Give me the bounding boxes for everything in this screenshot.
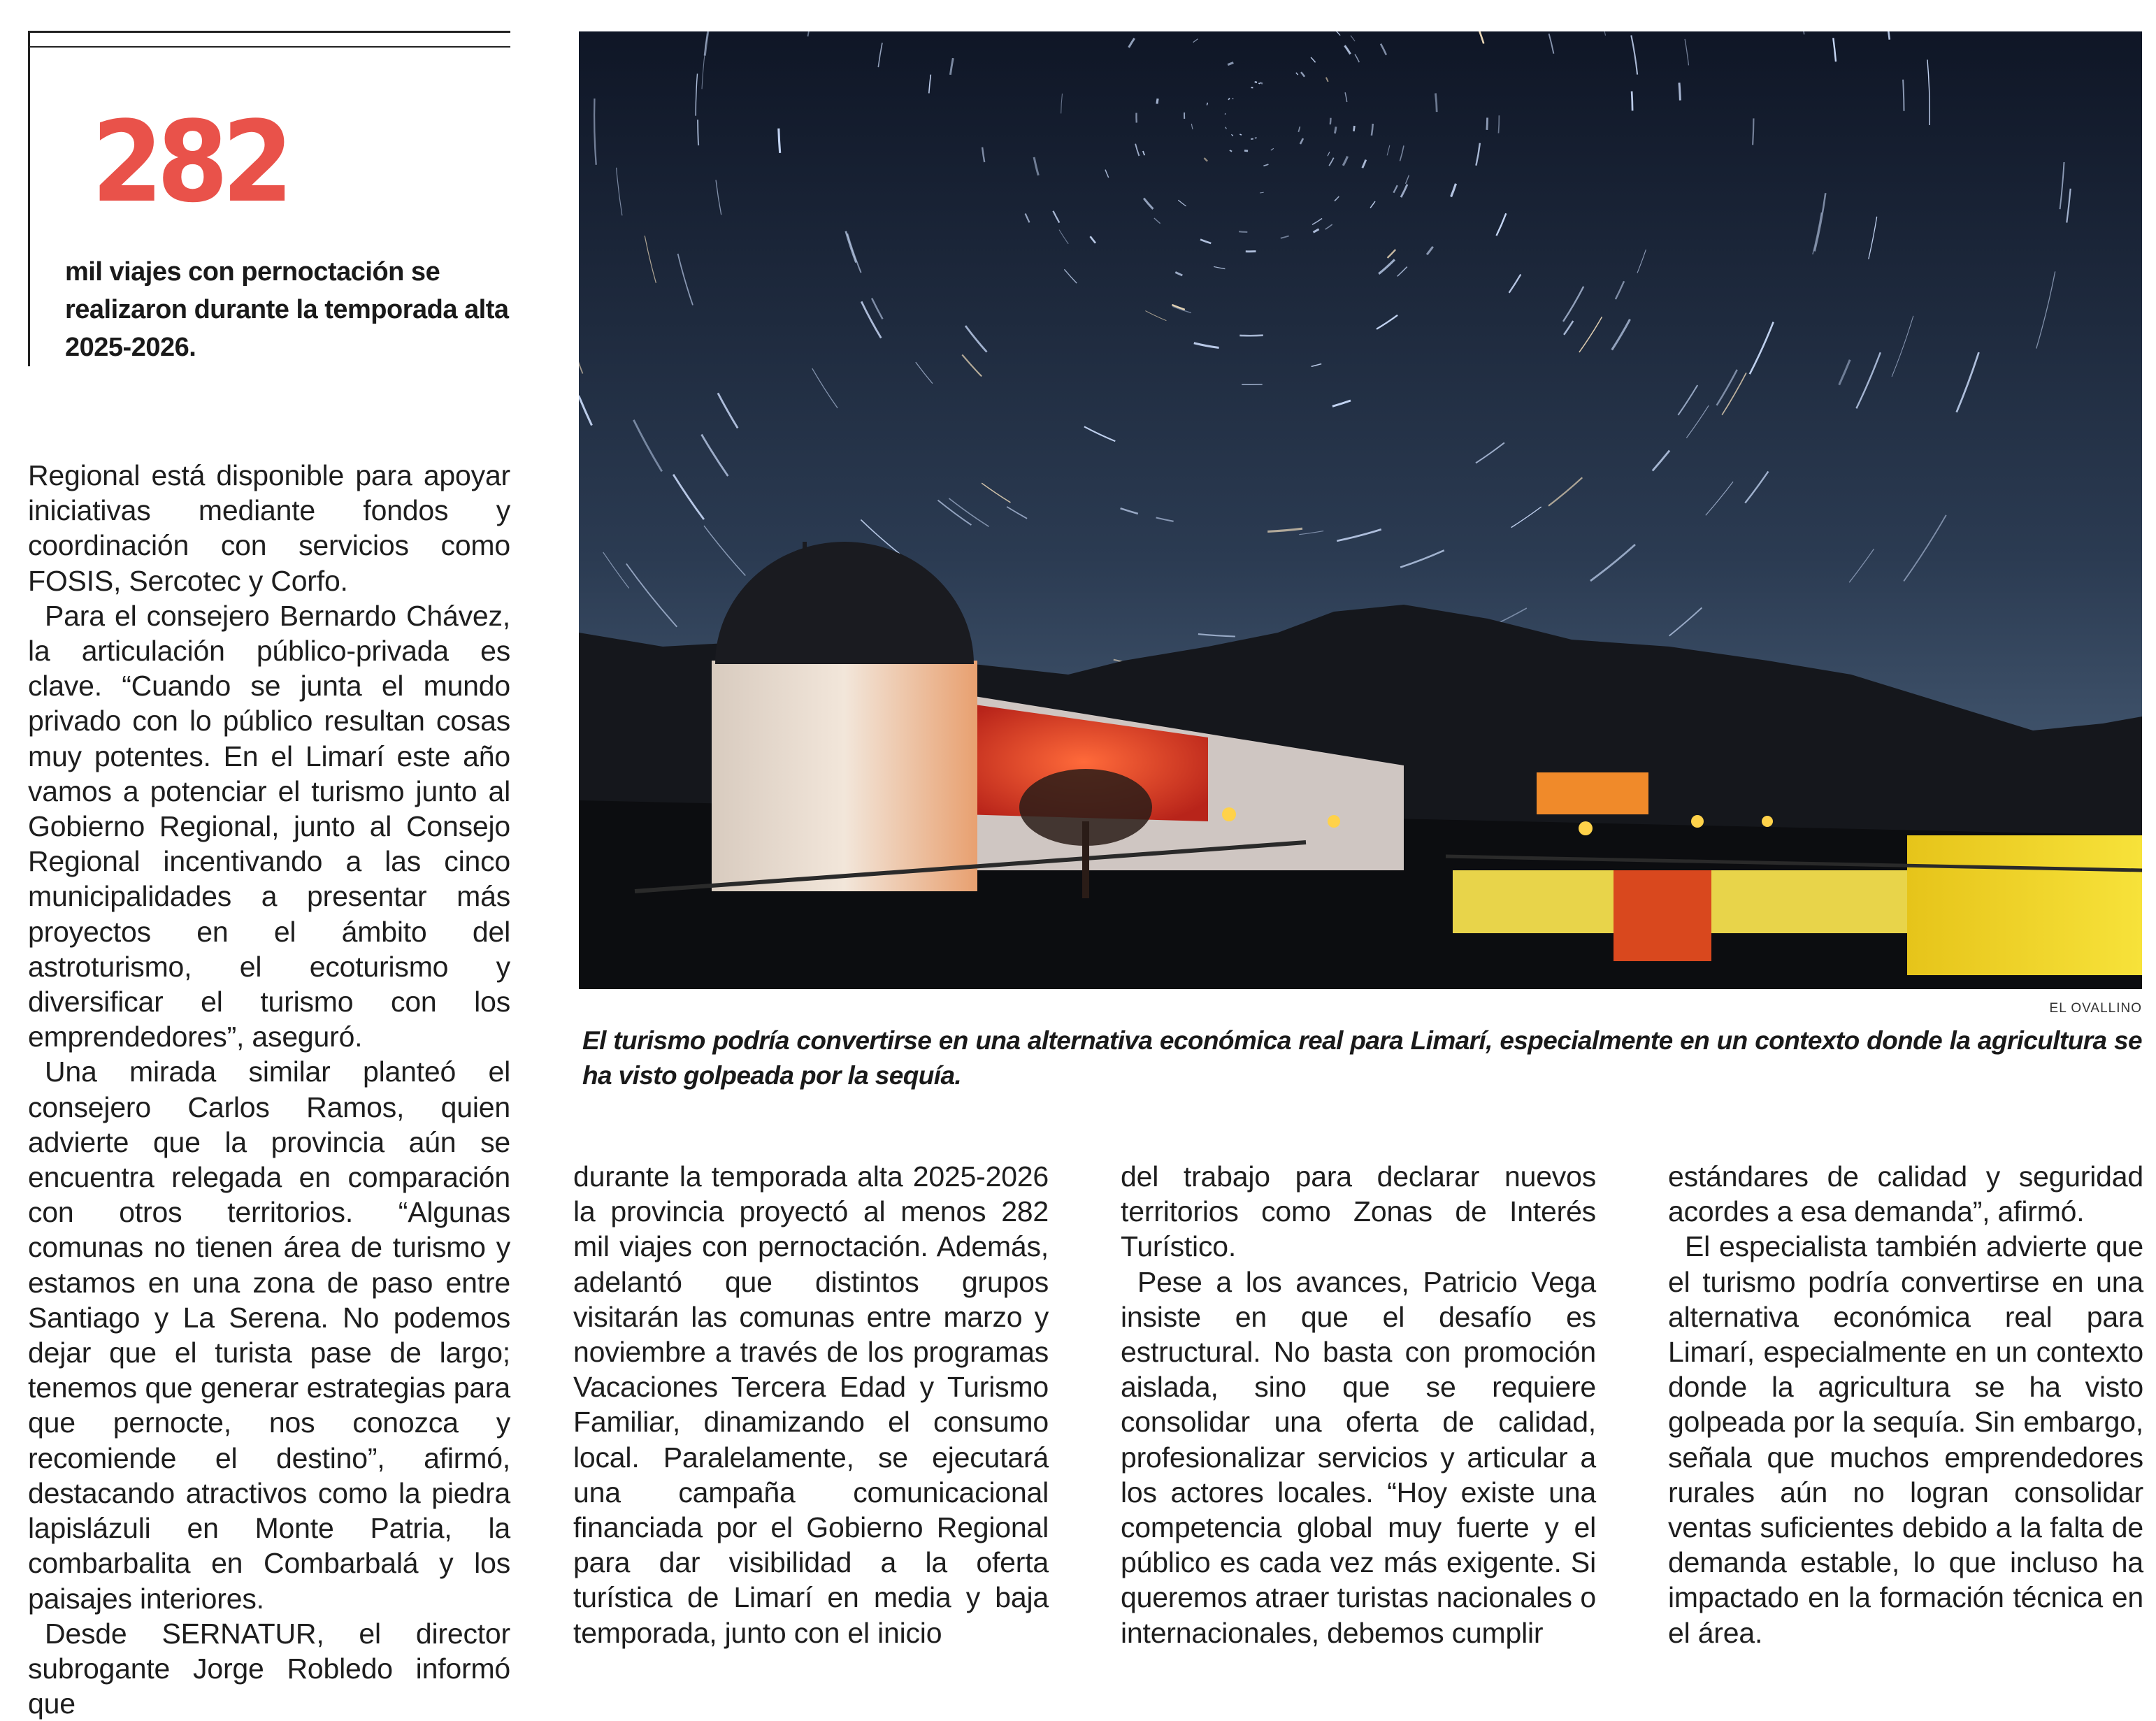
star-trail (1330, 118, 1331, 124)
star-trail (1239, 134, 1242, 135)
stat-caption: mil viajes con pernoctación se realizaron durante la temporada alta 2025-2026. (65, 253, 512, 366)
dome-antenna (803, 542, 807, 570)
article-column-4 (1668, 1159, 2143, 1650)
star-trail (1499, 115, 1500, 133)
yellow-lit-wall (1907, 835, 2142, 975)
star-trail (1157, 99, 1158, 104)
photo-credit: EL OVALLINO (1957, 1001, 2142, 1016)
paragraph: Pese a los avances, Patricio Vega insiste en que el desafío es estructural. No basta con promoción aislada, sino que se requiere consolidar una oferta de calidad, profesionalizar servicios y articular a los actores locales. “Hoy existe una competencia global muy fuerte y el público es cada vez más exigente. Si queremos atraer turistas nacionales o internacionales, debemos cumplir (1121, 1265, 1596, 1650)
photo-caption: El turismo podría convertirse en una alternativa económica real para Limarí, especialmente en un contexto donde la agricultura se ha visto golpeada por la sequía. (582, 1023, 2142, 1093)
top-rule (30, 31, 510, 33)
star-trail (779, 129, 780, 153)
paragraph: Una mirada similar planteó el consejero Carlos Ramos, quien advierte que la provincia aún se encuentra relegada en comparación con otros territorios. “Algunas comunas no tienen área de turismo y estamos en una zona de paso entre Santiago y La Serena. No podemos dejar que el turista pase de largo; tenemos que generar estrategias para que pernocte, nos conozca y recomiende el destino”, afirmó, destacando atractivos como la piedra lapislázuli en Monte Patria, la combarbalita en Combarbalá y los paisajes interiores. (28, 1054, 510, 1615)
observatory-night-photo (579, 31, 2142, 989)
distant-building (1537, 772, 1648, 814)
stat-number: 282 (92, 106, 287, 218)
paragraph: del trabajo para declarar nuevos territorios como Zonas de Interés Turístico. (1121, 1159, 1596, 1265)
star-trail (1487, 117, 1488, 130)
star-trail (1679, 82, 1680, 100)
paragraph: Regional está disponible para apoyar iniciativas mediante fondos y coordinación con servicios como FOSIS, Sercotec y Corfo. (28, 458, 510, 598)
star-trail (1260, 82, 1263, 83)
star-trail (1239, 231, 1247, 232)
star-trail (1335, 127, 1336, 134)
paragraph: Desde SERNATUR, el director subrogante Jorge Robledo informó que (28, 1616, 510, 1721)
star-trail (1244, 150, 1248, 151)
paragraph: durante la temporada alta 2025-2026 la provincia proyectó al menos 282 mil viajes con pernoctación. Además, adelantó que distintos grupos visitarán las comunas entre marzo y noviembre a través de los programas Vacaciones Tercera Edad y Turismo Familiar, dinamizando el consumo local. Paralelamente, se ejecutará una campaña comunicacional financiada por el Gobierno Regional para dar visibilidad a la oferta turística de Limarí en media y baja temporada, junto con el inicio (573, 1159, 1049, 1650)
article-column-1 (28, 458, 510, 1721)
paragraph: estándares de calidad y seguridad acordes a esa demanda”, afirmó. (1668, 1159, 2143, 1229)
paragraph: El especialista también advierte que el turismo podría convertirse en una alternativa económica real para Limarí, especialmente en un contexto donde la agricultura se ha visto golpeada por la sequía. Sin embargo, señala que muchos emprendedores rurales aún no logran consolidar ventas suficientes debido a la falta de demanda estable, lo que incluso ha impactado en la formación técnica en el área. (1668, 1229, 2143, 1650)
article-column-2 (573, 1159, 1049, 1650)
top-rule-thin (30, 46, 510, 48)
star-trail (1353, 126, 1354, 131)
orange-block (1614, 870, 1711, 961)
article-column-3 (1121, 1159, 1596, 1650)
stat-box (28, 31, 510, 366)
paragraph: Para el consejero Bernardo Chávez, la articulación público-privada es clave. “Cuando se junta el mundo privado con lo público resultan cosas muy potentes. En el Limarí este año vamos a potenciar el turismo junto al Gobierno Regional, junto al Consejo Regional incentivando a las cinco municipalidades a presentar más proyectos en el ámbito del astroturismo, el ecoturismo y diversificar el turismo con los emprendedores”, aseguró. (28, 598, 510, 1055)
observatory-dome-body (712, 661, 977, 891)
